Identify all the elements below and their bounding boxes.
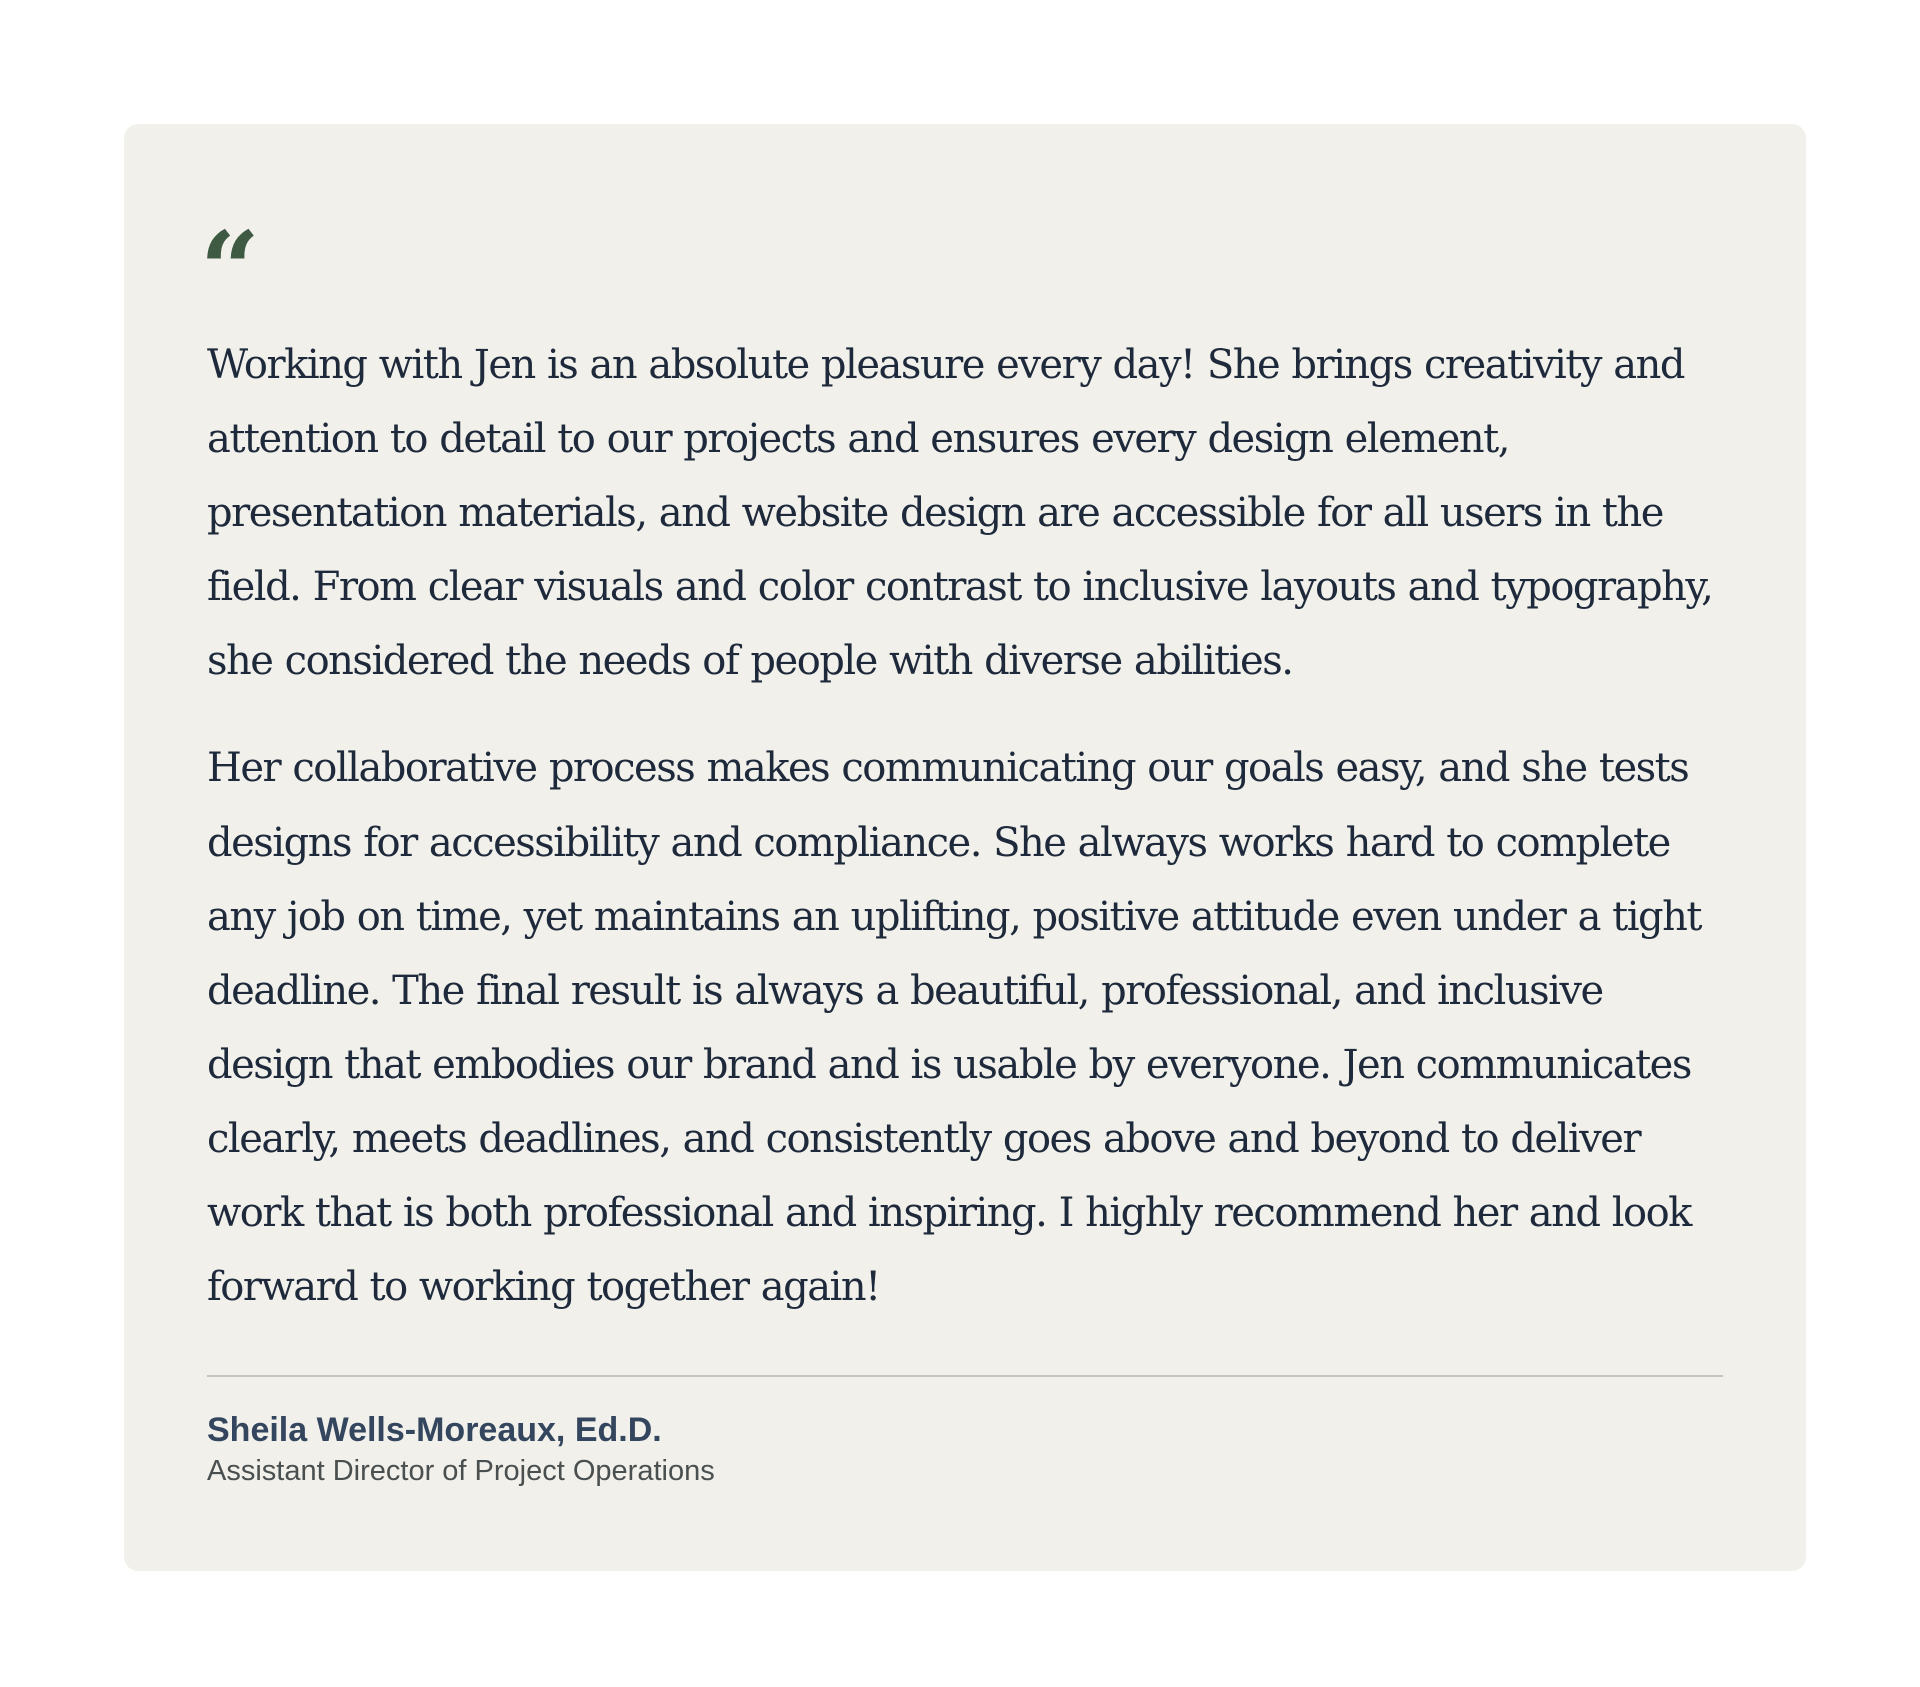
quote-paragraph-1: Working with Jen is an absolute pleasure every day! She brings creativity and attention to detail to our projects and ensures every design element, presentation materials, and website design are accessible for all users in the field. From clear visuals and color contrast to inclusive layouts and typography, she considered the needs of people with diverse abilities. xyxy=(207,342,1713,685)
author-title: Assistant Director of Project Operations xyxy=(207,1455,715,1487)
divider xyxy=(207,1375,1723,1377)
testimonial-quote xyxy=(207,328,1727,1357)
quote-mark-icon: “ xyxy=(200,208,260,331)
author-name: Sheila Wells-Moreaux, Ed.D. xyxy=(207,1411,662,1449)
quote-paragraph-2: Her collaborative process makes communicating our goals easy, and she tests designs for accessibility and compliance. She always works hard to complete any job on time, yet maintains an uplifting, positive attitude even under a tight deadline. The final result is always a beautiful, professional, and inclusive design that embodies our brand and is usable by everyone. Jen communicates clearly, meets deadlines, and consistently goes above and beyond to deliver work that is both professional and inspiring. I highly recommend her and look forward to working together again! xyxy=(207,745,1701,1311)
